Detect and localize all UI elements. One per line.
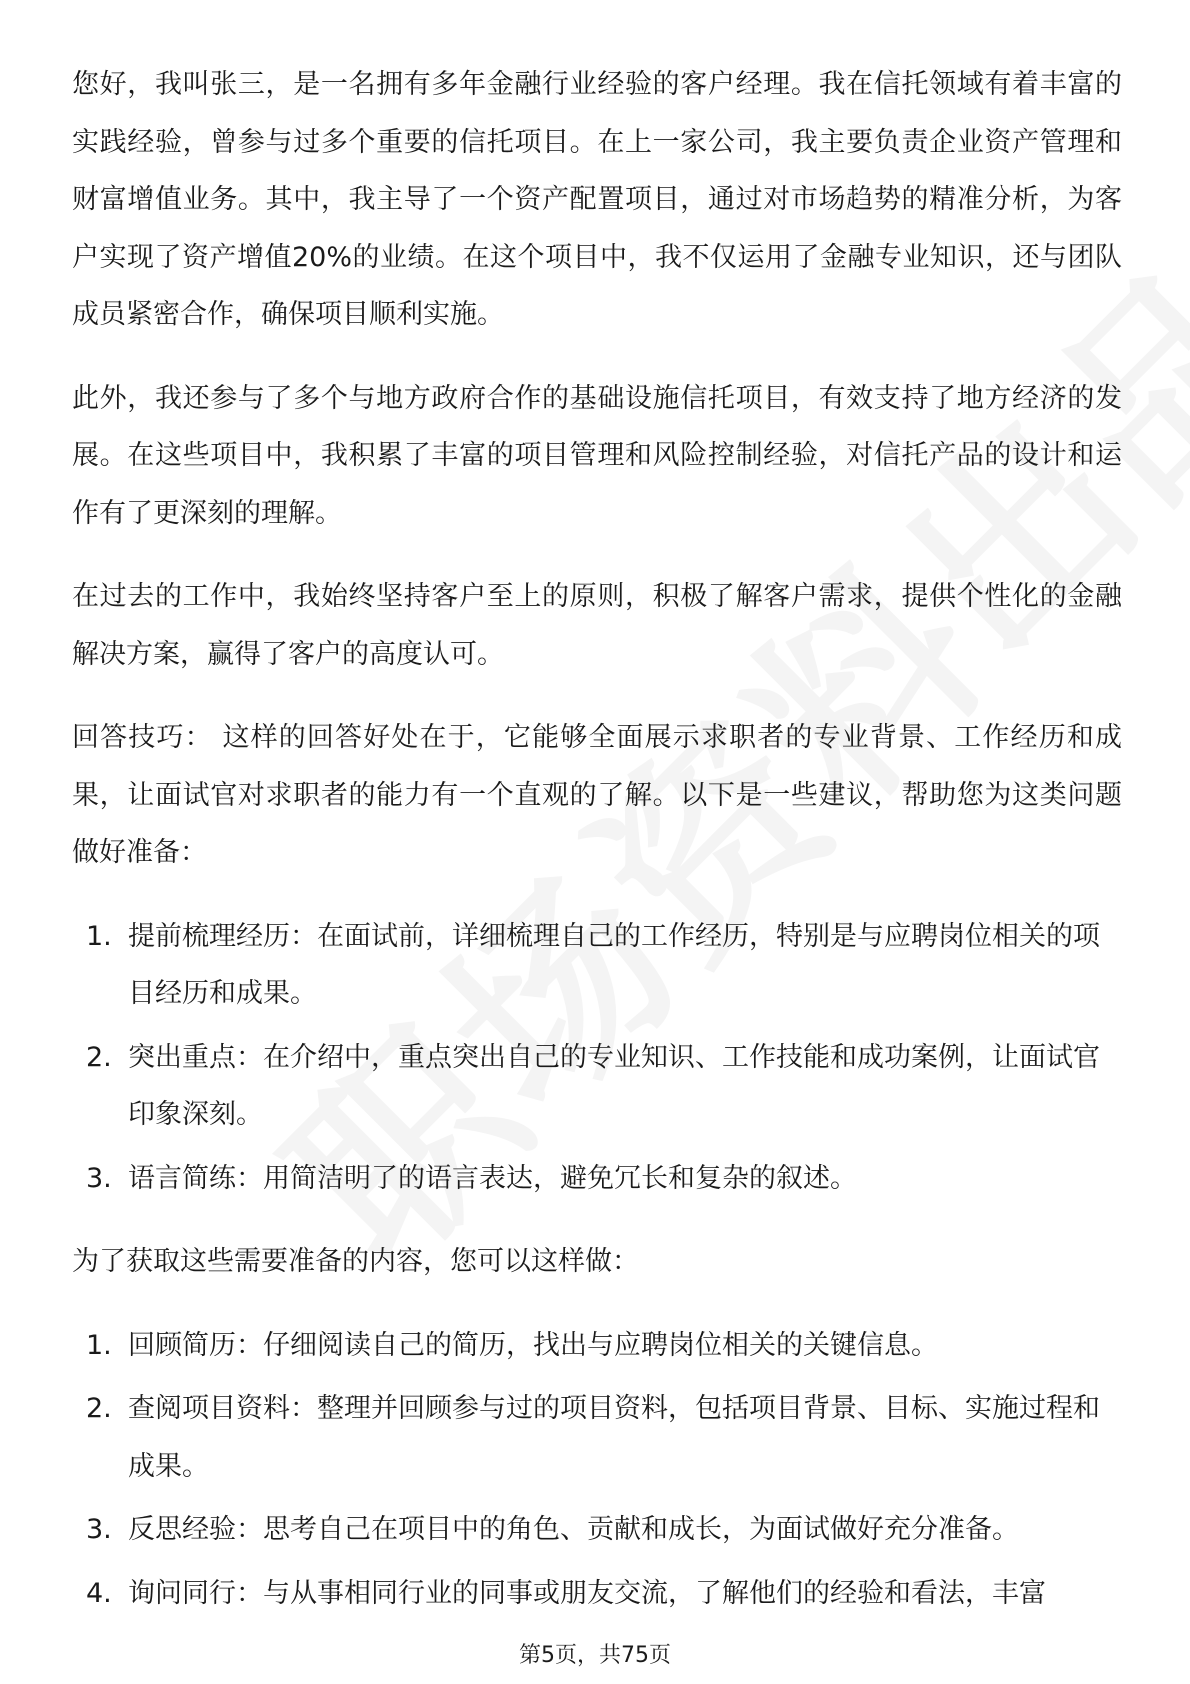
list-item	[72, 1029, 1122, 1144]
paragraph-preparation-intro: 为了获取这些需要准备的内容，您可以这样做：	[72, 1246, 639, 1277]
list-item	[72, 1317, 1122, 1375]
list-number: 3.	[86, 1162, 112, 1194]
list-item-text: 语言简练：用简洁明了的语言表达，避免冗长和复杂的叙述。	[128, 1162, 857, 1194]
paragraph-client-first: 在过去的工作中，我始终坚持客户至上的原则，积极了解客户需求，提供个性化的金融解决方案，赢得了客户的高度认可。	[72, 581, 1122, 670]
list-item	[72, 1501, 1122, 1559]
list-number: 4.	[86, 1577, 112, 1609]
list-number: 1.	[86, 1329, 112, 1361]
list-item	[72, 908, 1122, 1023]
list-item-text: 反思经验：思考自己在项目中的角色、贡献和成长，为面试做好充分准备。	[128, 1514, 1019, 1545]
page-number: 第5页，共75页	[519, 1643, 671, 1668]
paragraph-intro: 您好，我叫张三，是一名拥有多年金融行业经验的客户经理。我在信托领域有着丰富的实践经验，曾参与过多个重要的信托项目。在上一家公司，我主要负责企业资产管理和财富增值业务。其中，我主导了一个资产配置项目，通过对市场趋势的精准分析，为客户实现了资产增值20%的业绩。在这个项目中，我不仅运用了金融专业知识，还与团队成员紧密合作，确保项目顺利实施。	[72, 69, 1122, 330]
list-item	[72, 1380, 1122, 1495]
list-number: 2.	[86, 1041, 112, 1073]
list-item	[72, 1565, 1122, 1623]
list-item-text: 突出重点：在介绍中，重点突出自己的专业知识、工作技能和成功案例，让面试官印象深刻。	[128, 1041, 1100, 1130]
list-item-text: 询问同行：与从事相同行业的同事或朋友交流，了解他们的经验和看法，丰富	[128, 1577, 1046, 1609]
list-item	[72, 1150, 1122, 1208]
list-number: 1.	[86, 920, 112, 952]
paragraph-answer-tips: 回答技巧： 这样的回答好处在于，它能够全面展示求职者的专业背景、工作经历和成果，让面试官对求职者的能力有一个直观的了解。以下是一些建议，帮助您为这类问题做好准备：	[72, 722, 1122, 868]
list-number: 2.	[86, 1393, 112, 1424]
preparation-list	[72, 1317, 1122, 1623]
list-item-text: 查阅项目资料：整理并回顾参与过的项目资料，包括项目背景、目标、实施过程和成果。	[128, 1393, 1100, 1482]
tips-list	[72, 908, 1122, 1208]
list-number: 3.	[86, 1514, 112, 1545]
list-item-text: 提前梳理经历：在面试前，详细梳理自己的工作经历，特别是与应聘岗位相关的项目经历和成果。	[128, 920, 1100, 1009]
document-body	[72, 56, 1122, 1648]
paragraph-infrastructure: 此外，我还参与了多个与地方政府合作的基础设施信托项目，有效支持了地方经济的发展。在这些项目中，我积累了丰富的项目管理和风险控制经验，对信托产品的设计和运作有了更深刻的理解。	[72, 382, 1122, 529]
list-item-text: 回顾简历：仔细阅读自己的简历，找出与应聘岗位相关的关键信息。	[128, 1329, 938, 1361]
